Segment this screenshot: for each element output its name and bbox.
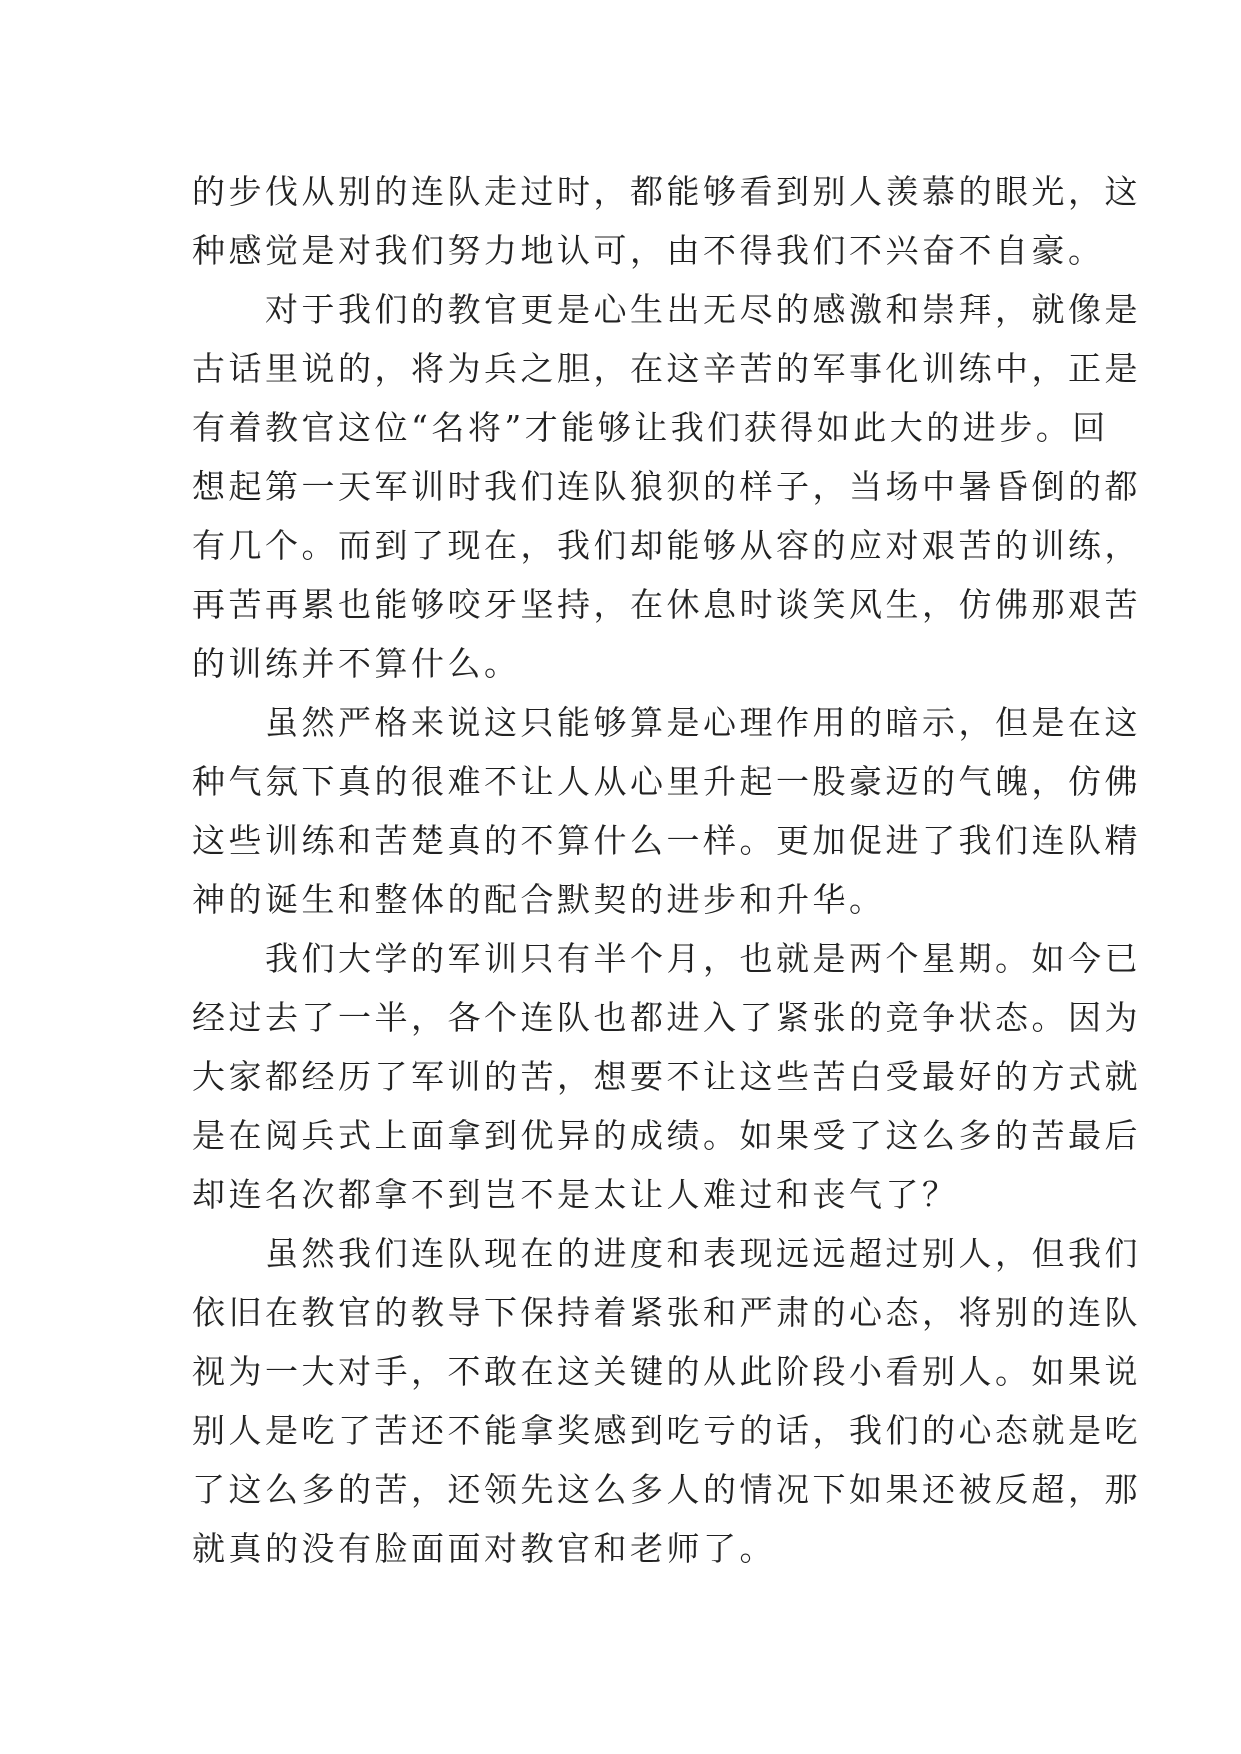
- text-line: 种感觉是对我们努力地认可，由不得我们不兴奋不自豪。: [192, 231, 1105, 270]
- text-line: 大家都经历了军训的苦，想要不让这些苦白受最好的方式就: [192, 1057, 1141, 1096]
- text-line: 了这么多的苦，还领先这么多人的情况下如果还被反超，那: [192, 1470, 1141, 1509]
- text-line: 别人是吃了苦还不能拿奖感到吃亏的话，我们的心态就是吃: [192, 1411, 1141, 1450]
- text-line: 是在阅兵式上面拿到优异的成绩。如果受了这么多的苦最后: [192, 1116, 1141, 1155]
- text-line: 神的诞生和整体的配合默契的进步和升华。: [192, 880, 886, 919]
- text-line: 的训练并不算什么。: [192, 644, 521, 683]
- text-line: 这些训练和苦楚真的不算什么一样。更加促进了我们连队精: [192, 821, 1141, 860]
- text-line: 想起第一天军训时我们连队狼狈的样子，当场中暑昏倒的都: [192, 467, 1141, 506]
- text-line: 再苦再累也能够咬牙坚持，在休息时谈笑风生，仿佛那艰苦: [192, 585, 1141, 624]
- text-line: 就真的没有脸面面对教官和老师了。: [192, 1529, 776, 1568]
- text-line: 我们大学的军训只有半个月，也就是两个星期。如今已: [192, 939, 1141, 978]
- text-line: 有几个。而到了现在，我们却能够从容的应对艰苦的训练，: [192, 526, 1141, 565]
- text-line: 经过去了一半，各个连队也都进入了紧张的竞争状态。因为: [192, 998, 1141, 1037]
- text-line: 依旧在教官的教导下保持着紧张和严肃的心态，将别的连队: [192, 1293, 1141, 1332]
- text-line: 却连名次都拿不到岂不是太让人难过和丧气了？: [192, 1175, 959, 1214]
- text-line: 虽然严格来说这只能够算是心理作用的暗示，但是在这: [192, 703, 1141, 742]
- text-line: 古话里说的，将为兵之胆，在这辛苦的军事化训练中，正是: [192, 349, 1141, 388]
- text-line: 的步伐从别的连队走过时，都能够看到别人羡慕的眼光，这: [192, 172, 1141, 211]
- text-line: 种气氛下真的很难不让人从心里升起一股豪迈的气魄，仿佛: [192, 762, 1141, 801]
- text-line: 对于我们的教官更是心生出无尽的感激和崇拜，就像是: [192, 290, 1141, 329]
- body-text: [192, 162, 1141, 1578]
- text-line: 有着教官这位“名将”才能够让我们获得如此大的进步。回: [192, 408, 1109, 447]
- text-line: 虽然我们连队现在的进度和表现远远超过别人，但我们: [192, 1234, 1141, 1273]
- text-line: 视为一大对手，不敢在这关键的从此阶段小看别人。如果说: [192, 1352, 1141, 1391]
